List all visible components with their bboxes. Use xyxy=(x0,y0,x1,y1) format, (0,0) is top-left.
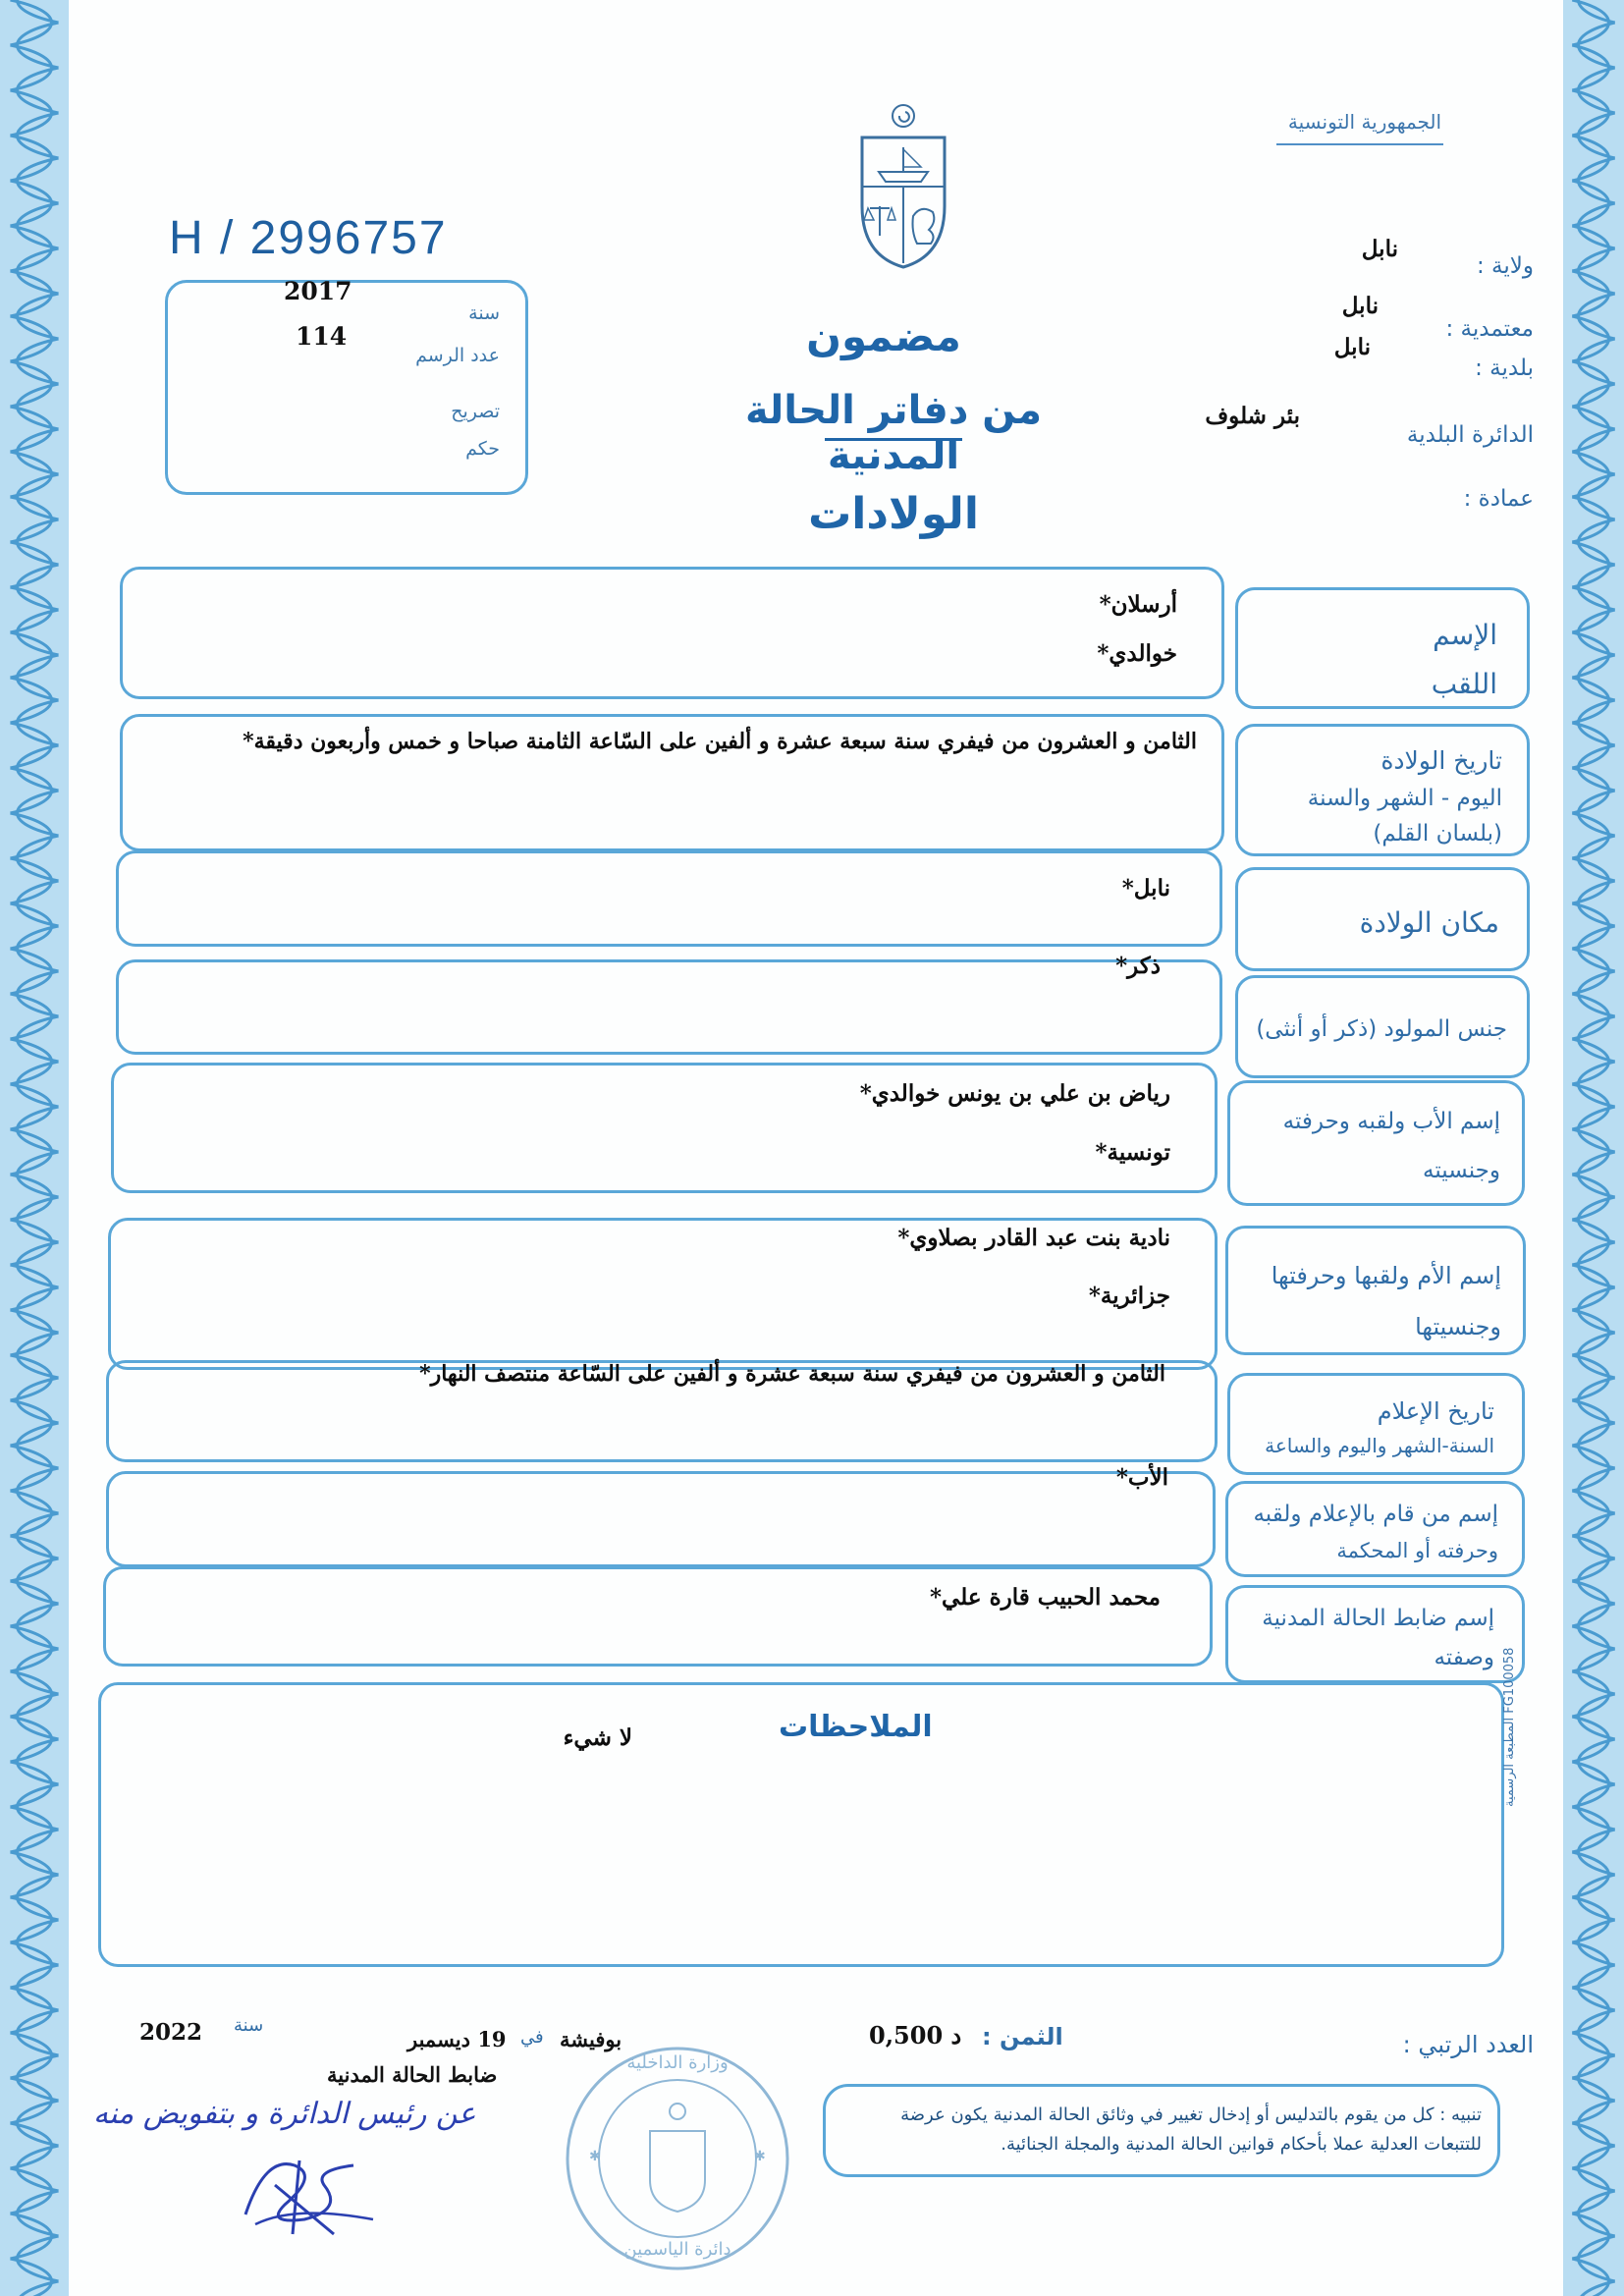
sex-label-box xyxy=(1235,975,1530,1078)
remarks-value: لا شيء xyxy=(563,1724,632,1751)
last-name-value: خوالدي* xyxy=(1097,640,1177,667)
footer-year-label: سنة xyxy=(234,2015,264,2036)
births-title: الولادات xyxy=(808,489,979,539)
birth-date-label: تاريخ الولادة xyxy=(1380,746,1502,775)
declarant-label-box xyxy=(1225,1481,1525,1577)
birth-date-value: الثامن و العشرون من فيفري سنة سبعة عشرة و ألفين على السّاعة الثامنة صباحا و خمس وأربعون دقيقة* xyxy=(243,729,1197,754)
reg-year-label: سنة xyxy=(468,302,500,324)
registration-box xyxy=(165,277,528,495)
stamp-top-text: وزارة الداخلية xyxy=(626,2052,729,2073)
declarant-label: إسم من قام بالإعلام ولقبه xyxy=(1253,1502,1498,1527)
official-stamp-icon xyxy=(560,2033,795,2283)
officer-value-box xyxy=(103,1566,1213,1667)
declaration-date-label-box xyxy=(1227,1373,1525,1475)
republic-underline xyxy=(1276,143,1443,145)
municipality-value: نابل xyxy=(1333,334,1371,360)
name-label-box xyxy=(1235,587,1530,709)
name-value-box xyxy=(120,567,1224,699)
declaration-date-sublabel: السنة-الشهر واليوم والساعة xyxy=(1265,1434,1494,1457)
stamp-bottom-text: دائرة الياسمين xyxy=(623,2239,731,2260)
signature-icon xyxy=(226,2126,383,2244)
document-serial-number: H / 2996757 xyxy=(169,212,448,264)
officer-label: إسم ضابط الحالة المدنية xyxy=(1262,1606,1494,1631)
warning-text: تنبيه : كل من يقوم بالتدليس أو إدخال تغيير في وثائق الحالة المدنية يكون عرضة للتتبعات العدلية عملا بأحكام قوانين الحالة المدنية والمجلة الجنائية. xyxy=(900,2105,1482,2155)
place-value: بوفيشة xyxy=(560,2027,623,2051)
birth-place-value: نابل* xyxy=(1121,875,1170,902)
declarant-sublabel: وحرفته أو المحكمة xyxy=(1336,1539,1498,1562)
mother-label-box xyxy=(1225,1226,1526,1355)
serial-number-label: العدد الرتبي : xyxy=(1402,2031,1534,2058)
reg-year-value: 2017 xyxy=(284,277,352,305)
declaration-date-value-box xyxy=(106,1360,1218,1462)
republic-title: الجمهورية التونسية xyxy=(1287,110,1442,134)
father-value-box xyxy=(111,1063,1218,1193)
first-name-label: الإسم xyxy=(1433,619,1497,651)
imada-label: عمادة : xyxy=(1463,486,1534,512)
mother-value-box xyxy=(108,1218,1218,1370)
extract-title: مضمون xyxy=(806,312,961,360)
reg-declaration-label: تصريح xyxy=(451,401,500,422)
district-label: الدائرة البلدية xyxy=(1406,422,1534,448)
reg-number-value: 114 xyxy=(296,322,348,351)
birth-place-label-box xyxy=(1235,867,1530,971)
officer-title: ضابط الحالة المدنية xyxy=(327,2062,498,2087)
svg-text:✱: ✱ xyxy=(589,2149,601,2164)
governorate-value: نابل xyxy=(1361,236,1398,262)
remarks-box xyxy=(98,1682,1504,1967)
declaration-date-label: تاريخ الإعلام xyxy=(1377,1397,1494,1425)
delegation-value: نابل xyxy=(1341,293,1379,319)
date-value: 19 ديسمبر xyxy=(407,2027,507,2051)
birth-date-label-box xyxy=(1235,724,1530,856)
coat-of-arms-icon xyxy=(844,98,962,275)
mother-nationality-value: جزائرية* xyxy=(1088,1283,1170,1309)
sex-label: جنس المولود (ذكر أو أنثى) xyxy=(1256,1016,1507,1042)
mother-name-value: نادية بنت عبد القادر بصلاوي* xyxy=(897,1225,1170,1251)
father-nationality-label: وجنسيته xyxy=(1423,1158,1500,1183)
municipality-label: بلدية : xyxy=(1475,355,1534,381)
declaration-date-value: الثامن و العشرون من فيفري سنة سبعة عشرة و ألفين على السّاعة منتصف النهار* xyxy=(419,1361,1165,1387)
footer-year-value: 2022 xyxy=(139,2019,203,2046)
father-nationality-value: تونسية* xyxy=(1095,1139,1170,1166)
district-value: بئر شلوف xyxy=(1205,403,1300,429)
declarant-value: الأب* xyxy=(1115,1464,1168,1491)
mother-label: إسم الأم ولقبها وحرفتها xyxy=(1271,1262,1501,1289)
father-label: إسم الأب ولقبه وحرفته xyxy=(1282,1109,1500,1134)
officer-label-box xyxy=(1225,1585,1525,1683)
date-prefix: في xyxy=(520,2027,544,2048)
birth-date-value-box xyxy=(120,714,1224,851)
father-name-value: رياض بن علي بن يونس خوالدي* xyxy=(859,1080,1170,1107)
declarant-value-box xyxy=(106,1464,1216,1567)
decorative-border-right xyxy=(1563,0,1624,2296)
mother-nationality-label: وجنسيتها xyxy=(1415,1313,1501,1340)
birth-place-value-box xyxy=(116,850,1222,947)
officer-value: محمد الحبيب قارة علي* xyxy=(930,1584,1161,1611)
last-name-label: اللقب xyxy=(1431,668,1497,700)
sex-value: ذكر* xyxy=(1115,953,1161,979)
decorative-border-left xyxy=(0,0,69,2296)
delegation-label: معتمدية : xyxy=(1445,316,1534,342)
delegation-handwritten-text: عن رئيس الدائرة و بتفويض منه xyxy=(93,2097,476,2131)
reg-number-label: عدد الرسم xyxy=(415,345,500,366)
birth-date-sublabel: اليوم - الشهر والسنة xyxy=(1307,786,1502,811)
price-label: الثمن : xyxy=(982,2023,1063,2050)
reg-judgment-label: حكم xyxy=(465,438,500,460)
father-label-box xyxy=(1227,1080,1525,1206)
printer-mark: المطبعة الرسمية FG100058 xyxy=(1502,1647,1517,1807)
birth-place-label: مكان الولادة xyxy=(1359,906,1499,939)
first-name-value: أرسلان* xyxy=(1099,591,1177,618)
svg-text:✱: ✱ xyxy=(754,2149,766,2164)
registers-title: من دفاتر الحالة المدنية xyxy=(744,388,1043,478)
officer-sublabel: وصفته xyxy=(1434,1645,1494,1670)
remarks-title: الملاحظات xyxy=(779,1710,933,1744)
title-underline xyxy=(825,438,962,441)
warning-box xyxy=(823,2084,1500,2177)
price-value: 0,500 د xyxy=(869,2021,962,2050)
sex-value-box xyxy=(116,953,1222,1055)
governorate-label: ولاية : xyxy=(1476,253,1534,279)
birth-date-in-words-label: (بلسان القلم) xyxy=(1373,821,1502,847)
